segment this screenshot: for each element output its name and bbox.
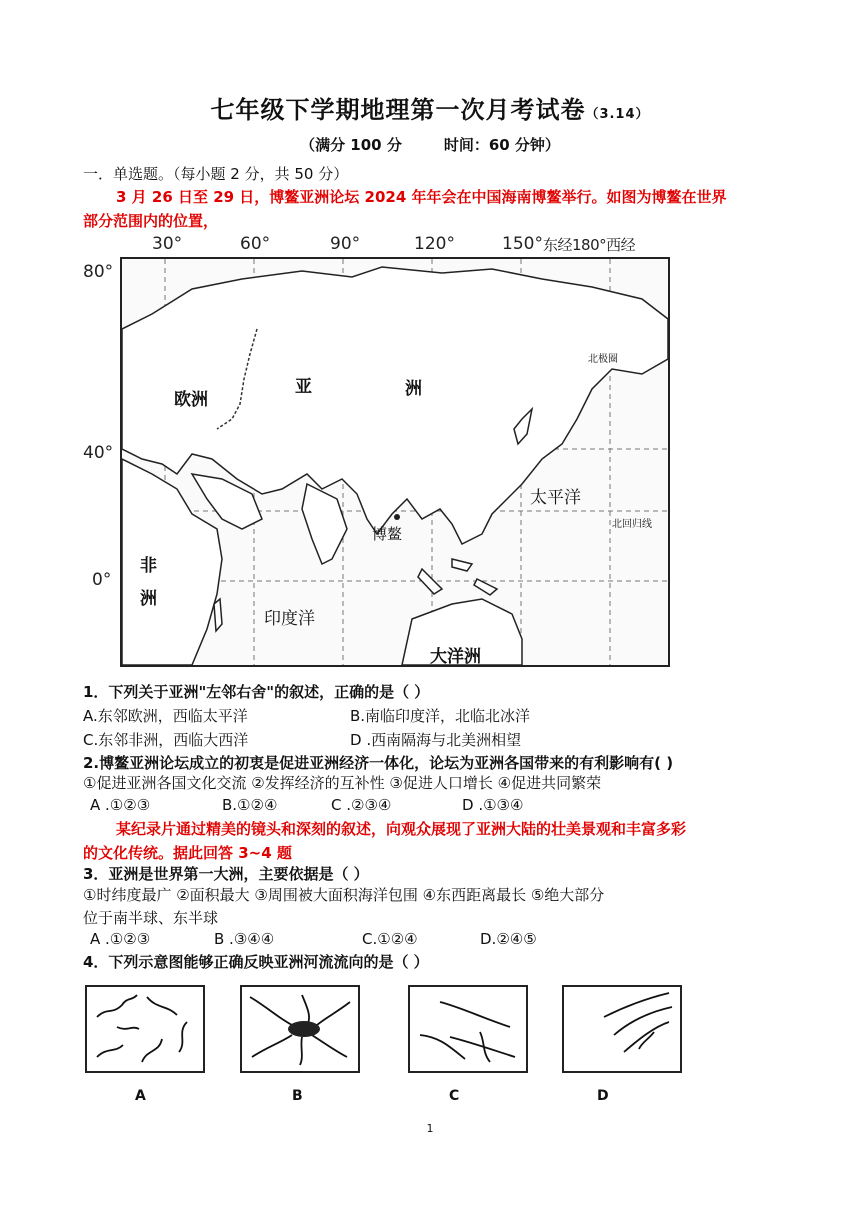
river-diagram-a <box>85 985 205 1073</box>
q1-stem: 1．下列关于亚洲"左邻右舍"的叙述，正确的是（ ） <box>83 683 430 701</box>
label-oceania: 大洋洲 <box>430 647 481 667</box>
q3-option-b: B .③④④ <box>214 930 275 948</box>
title-date: （3.14） <box>585 107 650 122</box>
q1-option-b: B.南临印度洋，北临北冰洋 <box>350 707 531 725</box>
label-arctic-circle: 北极圈 <box>588 354 618 365</box>
page-number: 1 <box>426 1122 434 1135</box>
q3-stem: 3．亚洲是世界第一大洲，主要依据是（ ） <box>83 865 369 883</box>
q2-option-c: C .②③④ <box>331 796 392 814</box>
river-lines-c <box>410 987 526 1071</box>
q3-option-a: A .①②③ <box>90 930 151 948</box>
q1-option-d: D .西南隔海与北美洲相望 <box>350 731 522 749</box>
label-africa-1: 非 <box>140 556 157 576</box>
diagram-label-c: C <box>449 1088 460 1104</box>
q3-option-d: D.②④⑤ <box>480 930 537 948</box>
river-diagram-c <box>408 985 528 1073</box>
world-map <box>120 257 670 667</box>
label-tropic-cancer: 北回归线 <box>612 519 652 530</box>
q4-stem: 4．下列示意图能够正确反映亚洲河流流向的是（ ） <box>83 953 429 971</box>
exam-time: 时间：60 分钟） <box>443 136 560 154</box>
label-europe: 欧洲 <box>174 390 208 410</box>
river-lines-b <box>242 987 358 1071</box>
lat-tick: 40° <box>83 443 114 463</box>
q2-option-b: B.①②④ <box>222 796 278 814</box>
intro2-line2: 的文化传统。据此回答 3~4 题 <box>83 844 292 862</box>
title-text: 七年级下学期地理第一次月考试卷 <box>210 96 586 124</box>
lat-tick: 0° <box>92 570 112 590</box>
intro2-line1: 某纪录片通过精美的镜头和深刻的叙述，向观众展现了亚洲大陆的壮美景观和丰富多彩 <box>116 820 687 838</box>
river-lines-a <box>87 987 203 1071</box>
river-lines-d <box>564 987 680 1071</box>
river-diagram-b <box>240 985 360 1073</box>
full-score: （满分 100 分 <box>300 136 402 154</box>
lon-tick: 30° <box>152 234 183 254</box>
label-asia-1: 亚 <box>295 377 312 397</box>
lon-tick: 60° <box>240 234 271 254</box>
q2-option-d: D .①③④ <box>462 796 524 814</box>
q3-option-c: C.①②④ <box>362 930 418 948</box>
label-asia-2: 洲 <box>405 379 422 399</box>
river-diagram-d <box>562 985 682 1073</box>
diagram-label-b: B <box>292 1088 303 1104</box>
lat-tick: 80° <box>83 262 114 282</box>
q3-items-line2: 位于南半球、东半球 <box>83 909 219 927</box>
label-africa-2: 洲 <box>140 589 157 609</box>
q3-items-line1: ①时纬度最广 ②面积最大 ③周围被大面积海洋包围 ④东西距离最长 ⑤绝大部分 <box>83 886 605 904</box>
label-pacific: 太平洋 <box>530 488 581 508</box>
q1-option-c: C.东邻非洲，西临大西洋 <box>83 731 249 749</box>
label-indian-ocean: 印度洋 <box>264 609 315 629</box>
map-graphic <box>122 259 668 665</box>
exam-subtitle <box>0 134 860 155</box>
lon-tick: 东经180°西经 <box>543 236 636 254</box>
intro1-line2: 部分范围内的位置， <box>83 212 219 230</box>
lon-tick: 90° <box>330 234 361 254</box>
q1-option-a: A.东邻欧洲，西临太平洋 <box>83 707 248 725</box>
q2-stem: 2.博鳌亚洲论坛成立的初衷是促进亚洲经济一体化，论坛为亚洲各国带来的有利影响有( ) <box>83 754 674 772</box>
diagram-label-d: D <box>597 1088 609 1104</box>
intro1-line1: 3 月 26 日至 29 日，博鳌亚洲论坛 2024 年年会在中国海南博鳌举行。如图为博鳌在世界 <box>116 188 727 206</box>
lon-tick: 120° <box>414 234 455 254</box>
section-heading: 一．单选题。（每小题 2 分，共 50 分） <box>83 165 349 183</box>
lon-tick: 150° <box>502 234 543 254</box>
exam-title <box>0 90 860 125</box>
q2-items: ①促进亚洲各国文化交流 ②发挥经济的互补性 ③促进人口增长 ④促进共同繁荣 <box>83 774 602 792</box>
diagram-label-a: A <box>135 1088 146 1104</box>
q2-option-a: A .①②③ <box>90 796 151 814</box>
label-boao: 博鳌 <box>372 525 403 543</box>
